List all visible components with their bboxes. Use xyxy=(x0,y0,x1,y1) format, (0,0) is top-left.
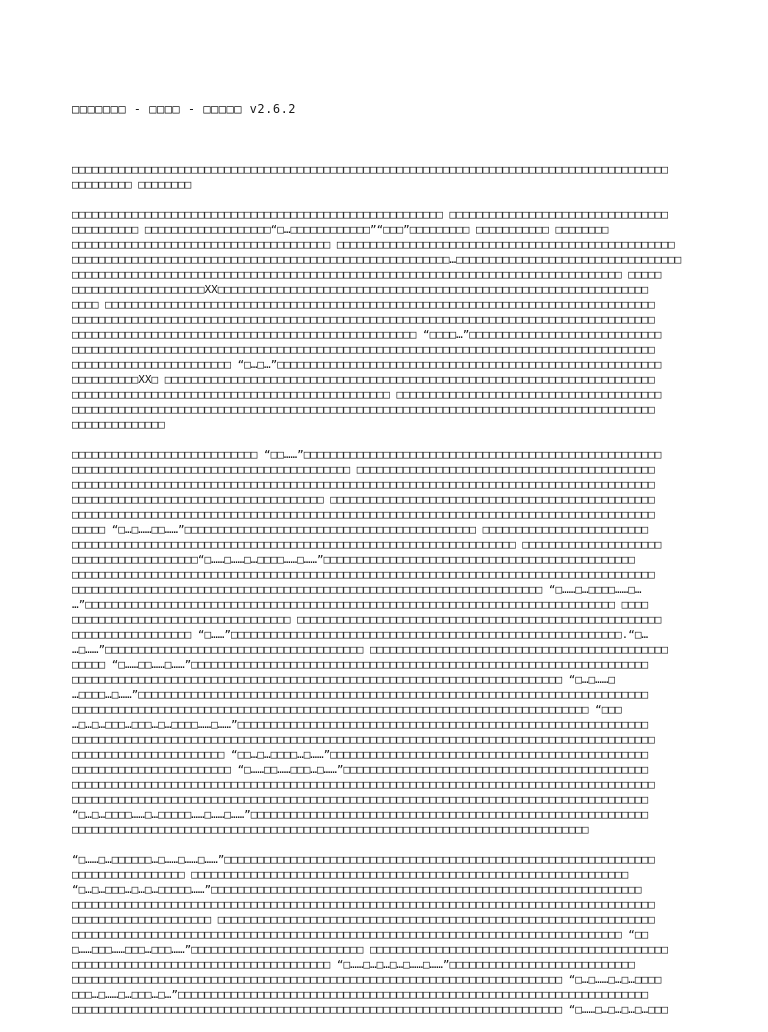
text-line: □□□□□□□□□□□□□□□□□□□□□□□□□□□□□□□□□□□□□□□□□□□□□□□□□□□□□□□□□□□□□□□□□□□□□□□□□□□□□□□□□□□□□□□□ xyxy=(72,733,655,746)
text-line: □□□□□□□□□□□□□□□□□□□□□□□□□□□□□□□□□□□□□□□□□□□□□□□□□□□□□□□□□□□□□□□□□□□□□□□□□□□□□□□□□□□□□□□□ xyxy=(72,343,655,356)
text-line: □□□□□□□□□ □□□□□□□□ xyxy=(72,178,192,191)
document-page xyxy=(72,72,712,1032)
text-line: □□□□□□□□□□□□□□□□□□ “□……”□□□□□□□□□□□□□□□□□□□□□□□□□□□□□□□□□□□□□□□□□□□□□□□□□□□□□□□□□□□.“□… xyxy=(72,628,649,641)
text-line: “□…□…□□□□……□…□□□□□……□……□……”□□□□□□□□□□□□□□□□□□□□□□□□□□□□□□□□□□□□□□□□□□□□□□□□□□□□□□□□□□□□ xyxy=(72,808,649,821)
text-line: □□□□□□□□□□□□□□□□□□□“□……□……□…□□□□……□……”□□□□□□□□□□□□□□□□□□□□□□□□□□□□□□□□□□□□□□□□□□□□□□□ xyxy=(72,553,635,566)
text-line: □□□□□□□□□□□□□□□□□□□□XX□□□□□□□□□□□□□□□□□□□□□□□□□□□□□□□□□□□□□□□□□□□□□□□□□□□□□□□□□□□□□□□□□ xyxy=(72,283,649,296)
text-line: □□□□□□□□□□□□□□□□□□□□□□□□□□□□□□□□□□□□□□□□□□□□□□□□□□□□□□□□□□□□□□□□□□□□□□□□□□□□□□□□□□□□□□□□ xyxy=(72,313,655,326)
paragraph xyxy=(72,447,712,837)
text-line: □□□□□□□□□□□□□□□□□□□□□□□□□□□□□□□□□□□□□□□□□□□□□□□□□□□□□□□□□□□□□□□□□□□□□□□□□□□□□□□□□□□□□□□□□□ xyxy=(72,163,669,176)
text-line: □□□□ □□□□□□□□□□□□□□□□□□□□□□□□□□□□□□□□□□□□□□□□□□□□□□□□□□□□□□□□□□□□□□□□□□□□□□□□□□□□□□□□□□□ xyxy=(72,298,655,311)
text-line: □□□□□□□□□□□□□□□□□□□□□□□□□□□□□□□□□□□□□□□ “□……□…□…□…□……□……”□□□□□□□□□□□□□□□□□□□□□□□□□□□□ xyxy=(72,958,635,971)
text-line: □□□□□□□□□□□□□□□□□□□□□□□□□□□□□□□□□□□□□□□□□□□□□□□□□□□□□□□□□□□□□□□□□□□□□□□□□□□□□□□□□□□□□□□□ xyxy=(72,898,655,911)
text-line: □□□□□□□□□□□□□□□□□ □□□□□□□□□□□□□□□□□□□□□□□□□□□□□□□□□□□□□□□□□□□□□□□□□□□□□□□□□□□□□□□□□□ xyxy=(72,868,629,881)
text-line: □……□□□……□□□…□□□……”□□□□□□□□□□□□□□□□□□□□□□□□□□ □□□□□□□□□□□□□□□□□□□□□□□□□□□□□□□□□□□□□□□□□□□□□ xyxy=(72,943,669,956)
text-line: □□□□□□□□□□□□□□□□□□□□□□□□ “□…□…”□□□□□□□□□□□□□□□□□□□□□□□□□□□□□□□□□□□□□□□□□□□□□□□□□□□□□□□□□□ xyxy=(72,358,662,371)
text-line: □□□□□□□□□□□□□□□□□□□□□ □□□□□□□□□□□□□□□□□□□□□□□□□□□□□□□□□□□□□□□□□□□□□□□□□□□□□□□□□□□□□□□□□□ xyxy=(72,913,655,926)
text-line: □□□□□□□□□□□□□□□□□□□□□□□□□□□□□□□□□□□□□□□□□□□□□□□□□□□□□□□□□□□□□□□□□□□□□□□□□□□□□□□□□□□ “□□ xyxy=(72,928,649,941)
text-line: □□□□□□□□□□□□□□□□□□□□□□□□□□□□□□□□□□□□□□□□□□ □□□□□□□□□□□□□□□□□□□□□□□□□□□□□□□□□□□□□□□□□□□□□ xyxy=(72,463,655,476)
text-line: …□□□□…□……”□□□□□□□□□□□□□□□□□□□□□□□□□□□□□□□□□□□□□□□□□□□□□□□□□□□□□□□□□□□□□□□□□□□□□□□□□□□□□ xyxy=(72,688,649,701)
text-line: □□□□□□□□□□□□□□□□□□□□□□□□□□□□□□□□□□□□□□□□□□□□□□□□□□□□□□□□□□□□□□□□□□□□□□□□□□□□□□□□□□□□□□□□ xyxy=(72,478,655,491)
text-line: …□……”□□□□□□□□□□□□□□□□□□□□□□□□□□□□□□□□□□□□□□□ □□□□□□□□□□□□□□□□□□□□□□□□□□□□□□□□□□□□□□□□□□□□□ xyxy=(72,643,669,656)
text-line: □□□□□□□□□□□□□□□□□□□□□□□□□□□□□□□□□□□□□□□□□□□□□□□□□□□□ “□□□□…”□□□□□□□□□□□□□□□□□□□□□□□□□□□□□ xyxy=(72,328,662,341)
text-line: □□□□□ “□…□……□□……”□□□□□□□□□□□□□□□□□□□□□□□□□□□□□□□□□□□□□□□□□□□□ □□□□□□□□□□□□□□□□□□□□□□□□□ xyxy=(72,523,649,536)
paragraph xyxy=(72,207,712,432)
text-line: □□□□□□□□□□□□□□□□□□□□□□□□□□□□□□□□□□□□□□□□□□□□□□□□□□□□□□□□□□□□□□□□□□□□□□□□□□ “□…□……□…□…□□□□ xyxy=(72,973,662,986)
text-line: …”□□□□□□□□□□□□□□□□□□□□□□□□□□□□□□□□□□□□□□□□□□□□□□□□□□□□□□□□□□□□□□□□□□□□□□□□□□□□□□□□ □□□□ xyxy=(72,598,649,611)
text-line: □□□□□□□□□□□□□□□□□□□□□□□□□□□□□□□□□□□□□□□□□□□□□□□□□□□□□□□□□□□□□□□□□□□□□□□□□□□□□□ “□□□ xyxy=(72,703,622,716)
document-body xyxy=(72,162,712,1017)
text-line: □□□□□□□□□□□□□□ xyxy=(72,418,165,431)
text-line: □□□□□□□□□□□□□□□□□□□□□□□□□□□□□□□□□□□□□□□□□□□□□□□□□□□□□□□□□□□□□□□□□□□□□□□□□□ “□……□…□…□…□…□□□ xyxy=(72,1003,669,1016)
text-line: □□□□□□□□□□□□□□□□□□□□□□□□□□□□□□□□□□□□□□□□□□□□□□□□□□□□□□□□□□□□□□□□□□□□□□□□□□□□□□ xyxy=(72,823,589,836)
document-title: □□□□□□□ - □□□□ - □□□□□ v2.6.2 xyxy=(72,102,297,116)
text-line: …□…□…□□□…□□□…□…□□□□……□……”□□□□□□□□□□□□□□□□□□□□□□□□□□□□□□□□□□□□□□□□□□□□□□□□□□□□□□□□□□□□□□ xyxy=(72,718,649,731)
text-line: □□□□□□□□□□□□□□□□□□□□□□□□□□□□□□□□□□□□□□□□□□□□□□□□□□□□□□□□□□□□□□□□□□□□□□□□□□□□□□□□□□□□□□□□ xyxy=(72,508,655,521)
text-line: □□□□□□□□□□□□□□□□□□□□□□□□□□□□□□□□□□□□□□□□□□□□□□□□□□□□□□□□□□□□□□□□□□□□□□□□□□□□□□□□□□□ □□□□□ xyxy=(72,268,662,281)
text-line: □□□□□□□□□□□□□□□□□□□□□□□□ “□……□□……□□□…□……”□□□□□□□□□□□□□□□□□□□□□□□□□□□□□□□□□□□□□□□□□□□□□□ xyxy=(72,763,649,776)
text-line: □□□□□□□□□□□□□□□□□□□□□□□□□□□□□□□□□□□□□□□□□□□□□□□□□□□□□□□□□…□□□□□□□□□□□□□□□□□□□□□□□□□□□□□□□□□□ xyxy=(72,253,682,266)
text-line: □□□□□□□□□□□□□□□□□□□□□□□□□□□□□□□□□□□□□□□□□□□□□□□□□□□□□□□□□□□□□□□□□□□□□□□□□□□□□□□□□□□□□□□□ xyxy=(72,778,655,791)
text-line: □□□□□□□□□□□□□□□□□□□□□□□□□□□□□□□□□□□□□□□□□□□□□□□□□□□□□□□□ □□□□□□□□□□□□□□□□□□□□□□□□□□□□□□□□□ xyxy=(72,208,669,221)
text-line: □□□□□□□□□□□□□□□□□□□□□□□□□□□□□□□□□□□□□□□□□□□□□□□□ □□□□□□□□□□□□□□□□□□□□□□□□□□□□□□□□□□□□□□□□ xyxy=(72,388,662,401)
text-line: “□……□…□□□□□□…□……□……□……”□□□□□□□□□□□□□□□□□□□□□□□□□□□□□□□□□□□□□□□□□□□□□□□□□□□□□□□□□□□□□□□□□ xyxy=(72,853,655,866)
text-line: □□□□□□□□□□□□□□□□□□□□□□□□□□□□□□□□□□□□□□□□□□□□□□□□□□□□□□□□□□□□□□□□□□□□□□□□□□□□□□□□□□□□□□□ xyxy=(72,793,649,806)
paragraph xyxy=(72,852,712,1017)
text-line: □□□□□□□□□□□□□□□□□□□□□□□□□□□□□□□□□□□□□□□ □□□□□□□□□□□□□□□□□□□□□□□□□□□□□□□□□□□□□□□□□□□□□□□□□□□ xyxy=(72,238,675,251)
text-line: □□□□□□□□□□□□□□□□□□□□□□□□□□□□□□□□□□□□□□□□□□□□□□□□□□□□□□□□□□□□□□□□□□□ □□□□□□□□□□□□□□□□□□□□□ xyxy=(72,538,662,551)
paragraph xyxy=(72,162,712,192)
text-line: □□□□□□□□□□□□□□□□□□□□□□□□□□□□□□□□□□□□□□□□□□□□□□□□□□□□□□□□□□□□□□□□□□□□□□□□□□□□□□□□□□□□□□□□ xyxy=(72,403,655,416)
text-line: □□□□□□□□□□ □□□□□□□□□□□□□□□□□□□“□…□□□□□□□□□□□□”“□□□”□□□□□□□□□ □□□□□□□□□□□ □□□□□□□□ xyxy=(72,223,609,236)
text-line: □□□□□□□□□□XX□ □□□□□□□□□□□□□□□□□□□□□□□□□□□□□□□□□□□□□□□□□□□□□□□□□□□□□□□□□□□□□□□□□□□□□□□□□□ xyxy=(72,373,655,386)
text-line: □□□□□ “□……□□……□……”□□□□□□□□□□□□□□□□□□□□□□□□□□□□□□□□□□□□□□□□□□□□□□□□□□□□□□□□□□□□□□□□□□□□□ xyxy=(72,658,649,671)
text-line: □□□□□□□□□□□□□□□□□□□□□□□□□□□□□□□□□□□□□□□□□□□□□□□□□□□□□□□□□□□□□□□□□□□□□□□□□□ “□…□……□ xyxy=(72,673,616,686)
text-line: □□□□□□□□□□□□□□□□□□□□□□□□□□□□□□□□□□□□□□□□□□□□□□□□□□□□□□□□□□□□□□□□□□□□□□□□□□□□□□□□□□□□□□□□ xyxy=(72,568,655,581)
text-line: □□□□□□□□□□□□□□□□□□□□□□□□□□□□□□□□□□□□□□ □□□□□□□□□□□□□□□□□□□□□□□□□□□□□□□□□□□□□□□□□□□□□□□□□ xyxy=(72,493,655,506)
text-line: □□□□□□□□□□□□□□□□□□□□□□□□□□□□□□□□□□□□□□□□□□□□□□□□□□□□□□□□□□□□□□□□□□□□□□□ “□……□…□□□□……□… xyxy=(72,583,642,596)
text-line: □□□□□□□□□□□□□□□□□□□□□□□□□□□□ “□□……”□□□□□□□□□□□□□□□□□□□□□□□□□□□□□□□□□□□□□□□□□□□□□□□□□□□□□□ xyxy=(72,448,662,461)
text-line: □□□…□……□…□□□…□…”□□□□□□□□□□□□□□□□□□□□□□□□□□□□□□□□□□□□□□□□□□□□□□□□□□□□□□□□□□□□□□□□□□□□□□□ xyxy=(72,988,649,1001)
text-line: □□□□□□□□□□□□□□□□□□□□□□□□□□□□□□□□□ □□□□□□□□□□□□□□□□□□□□□□□□□□□□□□□□□□□□□□□□□□□□□□□□□□□□□□□ xyxy=(72,613,662,626)
text-line: □□□□□□□□□□□□□□□□□□□□□□□ “□□…□…□□□□…□……”□□□□□□□□□□□□□□□□□□□□□□□□□□□□□□□□□□□□□□□□□□□□□□□□ xyxy=(72,748,649,761)
text-line: “□…□…□□□…□…□…□□□□□……”□□□□□□□□□□□□□□□□□□□□□□□□□□□□□□□□□□□□□□□□□□□□□□□□□□□□□□□□□□□□□□□□□ xyxy=(72,883,642,896)
